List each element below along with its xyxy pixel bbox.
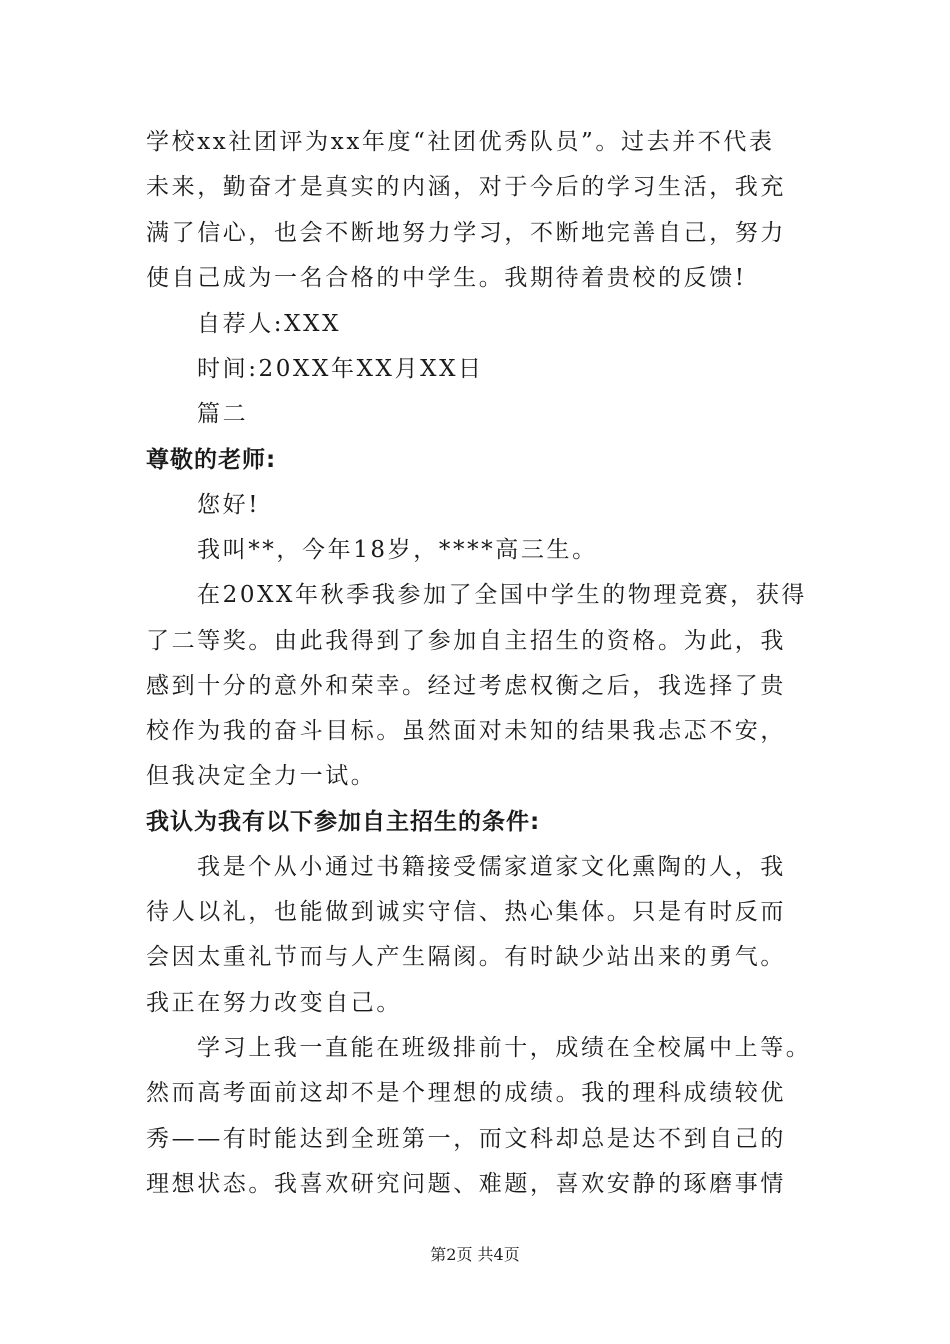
body-text-line: 但我决定全力一试。 [146, 763, 377, 789]
body-text-line: 学习上我一直能在班级排前十，成绩在全校属中上等。 [197, 1035, 812, 1061]
body-text-line: 会因太重礼节而与人产生隔阂。有时缺少站出来的勇气。 [146, 944, 786, 970]
greeting-line: 您好! [197, 492, 261, 518]
body-text-line: 理想状态。我喜欢研究问题、难题，喜欢安静的琢磨事情 [146, 1171, 786, 1197]
date-line: 时间:20XX年XX月XX日 [197, 356, 484, 382]
body-text-line: 未来，勤奋才是真实的内涵，对于今后的学习生活，我充 [146, 174, 786, 200]
body-text-line: 使自己成为一名合格的中学生。我期待着贵校的反馈! [146, 265, 747, 291]
body-text-line: 待人以礼，也能做到诚实守信、热心集体。只是有时反而 [146, 899, 786, 925]
salutation-heading: 尊敬的老师: [146, 447, 277, 473]
intro-line: 我叫**，今年18岁，****高三生。 [197, 537, 598, 563]
body-text-line: 我正在努力改变自己。 [146, 990, 402, 1016]
body-text-line: 学校xx社团评为xx年度“社团优秀队员”。过去并不代表 [146, 129, 775, 155]
body-text-line: 感到十分的意外和荣幸。经过考虑权衡之后，我选择了贵 [146, 673, 786, 699]
body-text-line: 在20XX年秋季我参加了全国中学生的物理竞赛，获得 [197, 582, 808, 608]
body-text-line: 秀——有时能达到全班第一，而文科却总是达不到自己的 [146, 1126, 786, 1152]
body-text-line: 校作为我的奋斗目标。虽然面对未知的结果我忐忑不安， [146, 718, 786, 744]
body-text-line: 满了信心，也会不断地努力学习，不断地完善自己，努力 [146, 220, 786, 246]
section-label: 篇二 [197, 401, 249, 427]
conditions-heading: 我认为我有以下参加自主招生的条件: [146, 809, 541, 835]
page-footer: 第2页 共4页 [430, 1245, 520, 1264]
body-text-line: 我是个从小通过书籍接受儒家道家文化熏陶的人，我 [197, 854, 786, 880]
body-text-line: 然而高考面前这却不是个理想的成绩。我的理科成绩较优 [146, 1080, 786, 1106]
body-text-line: 了二等奖。由此我得到了参加自主招生的资格。为此，我 [146, 628, 786, 654]
signature-line: 自荐人:XXX [197, 311, 342, 337]
